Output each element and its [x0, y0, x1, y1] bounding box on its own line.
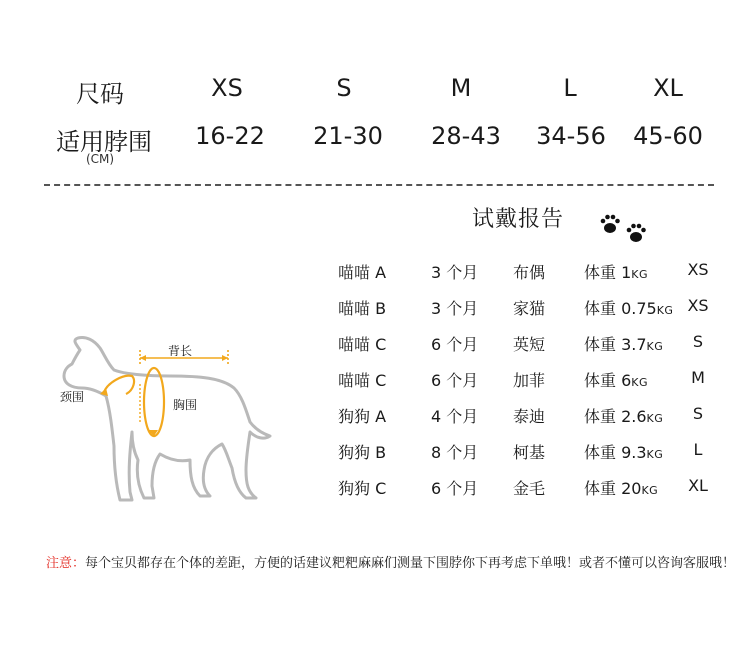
pet-name: 喵喵 C: [338, 335, 387, 354]
size-l: L: [563, 74, 577, 102]
weight-value: 3.7: [621, 335, 647, 354]
pet-name: 喵喵 C: [338, 371, 387, 390]
pet-name: 喵喵 B: [338, 299, 387, 318]
pet-breed: 家猫: [513, 299, 546, 318]
size-m: M: [450, 74, 472, 102]
weight-value: 2.6: [621, 407, 647, 426]
pet-size: S: [692, 332, 704, 351]
pet-name: 狗狗 A: [338, 407, 387, 426]
weight-prefix: 体重: [584, 407, 622, 426]
pet-size: XS: [687, 296, 709, 315]
pet-weight: [584, 260, 648, 283]
section-divider: [44, 184, 714, 186]
weight-unit: KG: [631, 376, 649, 389]
pet-weight: [584, 476, 658, 499]
pet-breed: 加菲: [513, 371, 546, 390]
weight-unit: KG: [641, 484, 659, 497]
trial-row: [0, 260, 750, 284]
pet-breed: 布偶: [513, 263, 546, 282]
pet-name: 狗狗 C: [338, 479, 387, 498]
pet-weight: [584, 296, 673, 319]
pet-weight: [584, 440, 663, 463]
weight-value: 6: [621, 371, 632, 390]
paw-prints-icon: [598, 212, 650, 246]
size-header-row: [0, 74, 750, 114]
pet-breed: 泰迪: [513, 407, 546, 426]
back-length-label: 背长: [168, 344, 193, 358]
weight-unit: KG: [646, 448, 664, 461]
pet-age: 6 个月: [431, 335, 479, 354]
weight-prefix: 体重: [584, 263, 622, 282]
neck-range-l: 34-56: [536, 122, 606, 150]
weight-prefix: 体重: [584, 299, 622, 318]
pet-age: 3 个月: [431, 299, 479, 318]
notice-body: 每个宝贝都存在个体的差距，方便的话建议粑粑麻麻们测量下围脖你下再考虑下单哦！或者不懂可以咨询客服哦！: [85, 556, 736, 571]
size-xl: XL: [653, 74, 683, 102]
trial-row: [0, 296, 750, 320]
dog-measurement-illustration: [50, 330, 280, 510]
neck-label: 适用脖围: [56, 128, 152, 156]
neck-range-xs: 16-22: [195, 122, 265, 150]
neck-girth-label: 颈围: [60, 390, 85, 404]
pet-size: M: [691, 368, 705, 387]
weight-unit: KG: [656, 304, 674, 317]
weight-prefix: 体重: [584, 371, 622, 390]
pet-size: L: [693, 440, 703, 459]
size-label: 尺码: [76, 80, 124, 108]
notice-label: 注意：: [46, 556, 86, 571]
weight-value: 1: [621, 263, 632, 282]
neck-unit: (CM): [85, 152, 115, 166]
weight-value: 20: [621, 479, 642, 498]
weight-unit: KG: [646, 340, 664, 353]
pet-size: XL: [688, 476, 708, 495]
pet-breed: 柯基: [513, 443, 546, 462]
pet-breed: 英短: [513, 335, 546, 354]
weight-unit: KG: [631, 268, 649, 281]
pet-size: S: [692, 404, 704, 423]
weight-prefix: 体重: [584, 443, 622, 462]
pet-age: 6 个月: [431, 371, 479, 390]
pet-name: 喵喵 A: [338, 263, 387, 282]
chest-girth-label: 胸围: [173, 398, 198, 412]
pet-breed: 金毛: [513, 479, 546, 498]
size-xs: XS: [211, 74, 243, 102]
chest-measure-line: [144, 368, 164, 436]
pet-size: XS: [687, 260, 709, 279]
weight-unit: KG: [646, 412, 664, 425]
pet-weight: [584, 368, 648, 391]
pet-age: 6 个月: [431, 479, 479, 498]
neck-range-xl: 45-60: [633, 122, 703, 150]
weight-prefix: 体重: [584, 335, 622, 354]
neck-range-s: 21-30: [313, 122, 383, 150]
pet-age: 4 个月: [431, 407, 479, 426]
weight-value: 9.3: [621, 443, 647, 462]
dog-outline: [64, 337, 270, 500]
pet-weight: [584, 404, 663, 427]
pet-name: 狗狗 B: [338, 443, 387, 462]
neck-measure-line: [104, 376, 134, 394]
neck-range-m: 28-43: [431, 122, 501, 150]
weight-prefix: 体重: [584, 479, 622, 498]
pet-weight: [584, 332, 663, 355]
weight-value: 0.75: [621, 299, 657, 318]
notice-text-block: [46, 546, 746, 582]
report-title: 试戴报告: [472, 207, 565, 232]
pet-age: 3 个月: [431, 263, 479, 282]
size-s: S: [336, 74, 352, 102]
pet-age: 8 个月: [431, 443, 479, 462]
